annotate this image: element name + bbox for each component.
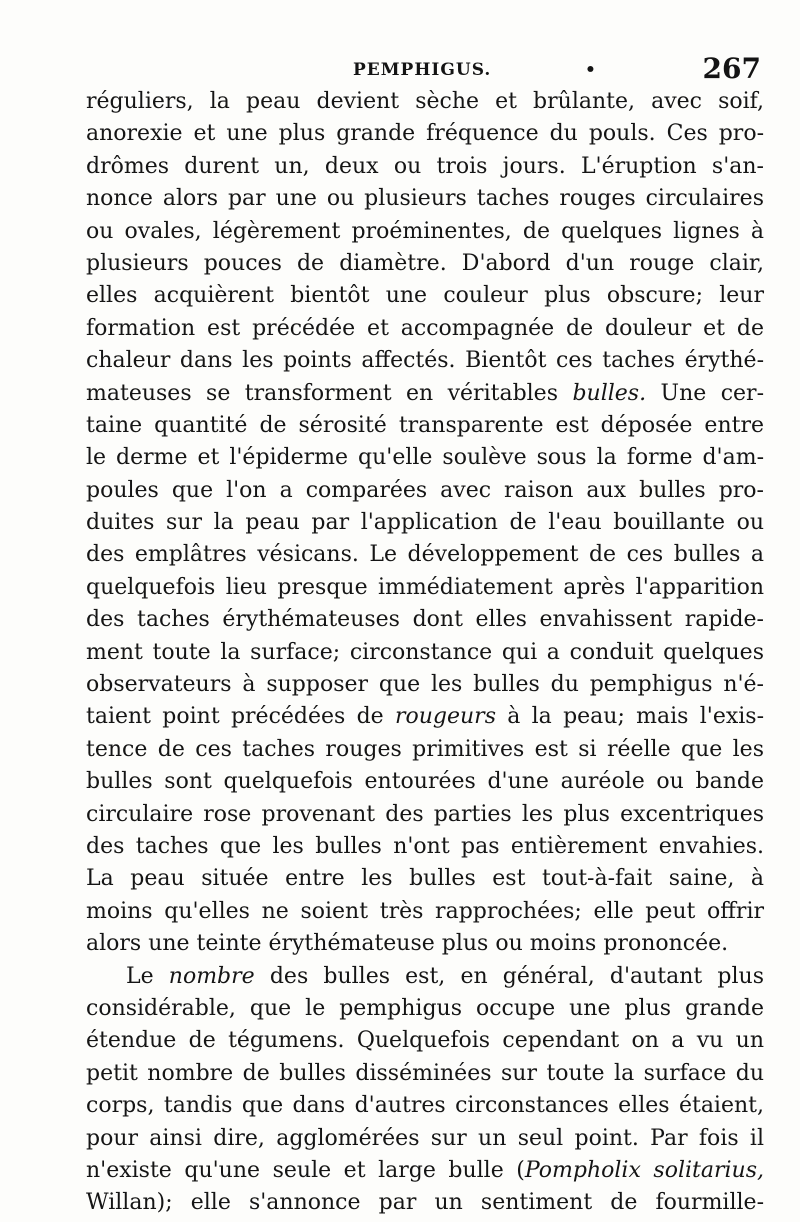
text-line: circulaire rose provenant des parties les plus excentriques	[86, 801, 764, 827]
text-line: alors une teinte érythémateuse plus ou moins prononcée.	[86, 931, 729, 957]
text-line: elles acquièrent bientôt une couleur plus obscure; leur	[86, 283, 764, 309]
text-segment: n'existe qu'une seule et large bulle (	[86, 1157, 525, 1183]
text-line: considérable, que le pemphigus occupe une plus grande	[86, 995, 764, 1021]
italic-term: nombre	[168, 963, 255, 989]
text-line: quelquefois lieu presque immédiatement après l'apparition	[86, 574, 764, 600]
text-line: ment toute la surface; circonstance qui a conduit quelques	[86, 639, 764, 665]
text-segment: à la peau; mais l'exis-	[495, 704, 764, 730]
text-line	[86, 961, 764, 993]
body-text	[86, 86, 764, 1220]
text-line	[86, 1155, 764, 1187]
text-line: La peau située entre les bulles est tout-à-fait saine, à	[86, 866, 764, 892]
text-line	[86, 701, 764, 733]
text-line: Willan); elle s'annonce par un sentiment de fourmille-	[86, 1190, 764, 1216]
text-line	[86, 378, 764, 410]
italic-term: Pompholix solitarius,	[524, 1157, 764, 1183]
text-line: bulles sont quelquefois entourées d'une auréole ou bande	[86, 769, 764, 795]
text-line: réguliers, la peau devient sèche et brûlante, avec soif,	[86, 89, 764, 114]
page-number: 267	[702, 52, 761, 85]
text-line: des taches que les bulles n'ont pas entièrement envahies.	[86, 833, 764, 859]
text-line: le derme et l'épiderme qu'elle soulève sous la forme d'am-	[86, 445, 764, 471]
text-line: duites sur la peau par l'application de l'eau bouillante ou	[86, 510, 764, 536]
text-line: observateurs à supposer que les bulles du pemphigus n'é-	[86, 672, 764, 698]
page-header	[85, 52, 765, 88]
text-line: étendue de tégumens. Quelquefois cependant on a vu un	[86, 1028, 764, 1054]
text-segment: mateuses se transforment en véritables	[86, 380, 573, 406]
text-line: petit nombre de bulles disséminées sur toute la surface du	[86, 1060, 764, 1086]
text-segment: taient point précédées de	[86, 704, 395, 730]
text-line: anorexie et une plus grande fréquence du pouls. Ces pro-	[86, 121, 764, 147]
running-title: PEMPHIGUS.	[353, 60, 492, 80]
text-line: drômes durent un, deux ou trois jours. L'éruption s'an-	[86, 153, 764, 179]
text-line: plusieurs pouces de diamètre. D'abord d'un rouge clair,	[86, 250, 764, 276]
text-line: pour ainsi dire, agglomérées sur un seul point. Par fois il	[86, 1125, 764, 1151]
text-segment: Le	[126, 963, 169, 989]
italic-term: bulles.	[572, 380, 647, 406]
text-segment: des bulles est, en général, d'autant plus	[254, 963, 764, 989]
text-segment: Une cer-	[646, 380, 765, 406]
text-line: tence de ces taches rouges primitives est si réelle que les	[86, 736, 764, 762]
text-line: des taches érythémateuses dont elles envahissent rapide-	[86, 607, 764, 633]
italic-term: rougeurs	[394, 704, 496, 730]
text-line: moins qu'elles ne soient très rapprochées; elle peut offrir	[86, 898, 764, 924]
text-line: corps, tandis que dans d'autres circonstances elles étaient,	[86, 1093, 764, 1119]
text-line: formation est précédée et accompagnée de douleur et de	[86, 315, 764, 341]
header-ornament: •	[585, 60, 596, 80]
text-line: taine quantité de sérosité transparente est déposée entre	[86, 412, 764, 438]
text-line: poules que l'on a comparées avec raison aux bulles pro-	[86, 477, 764, 503]
text-line: des emplâtres vésicans. Le développement de ces bulles a	[86, 542, 764, 568]
text-line: chaleur dans les points affectés. Bientôt ces taches érythé-	[86, 348, 764, 374]
text-line: ou ovales, légèrement proéminentes, de quelques lignes à	[86, 218, 764, 244]
text-line: nonce alors par une ou plusieurs taches rouges circulaires	[86, 186, 764, 212]
